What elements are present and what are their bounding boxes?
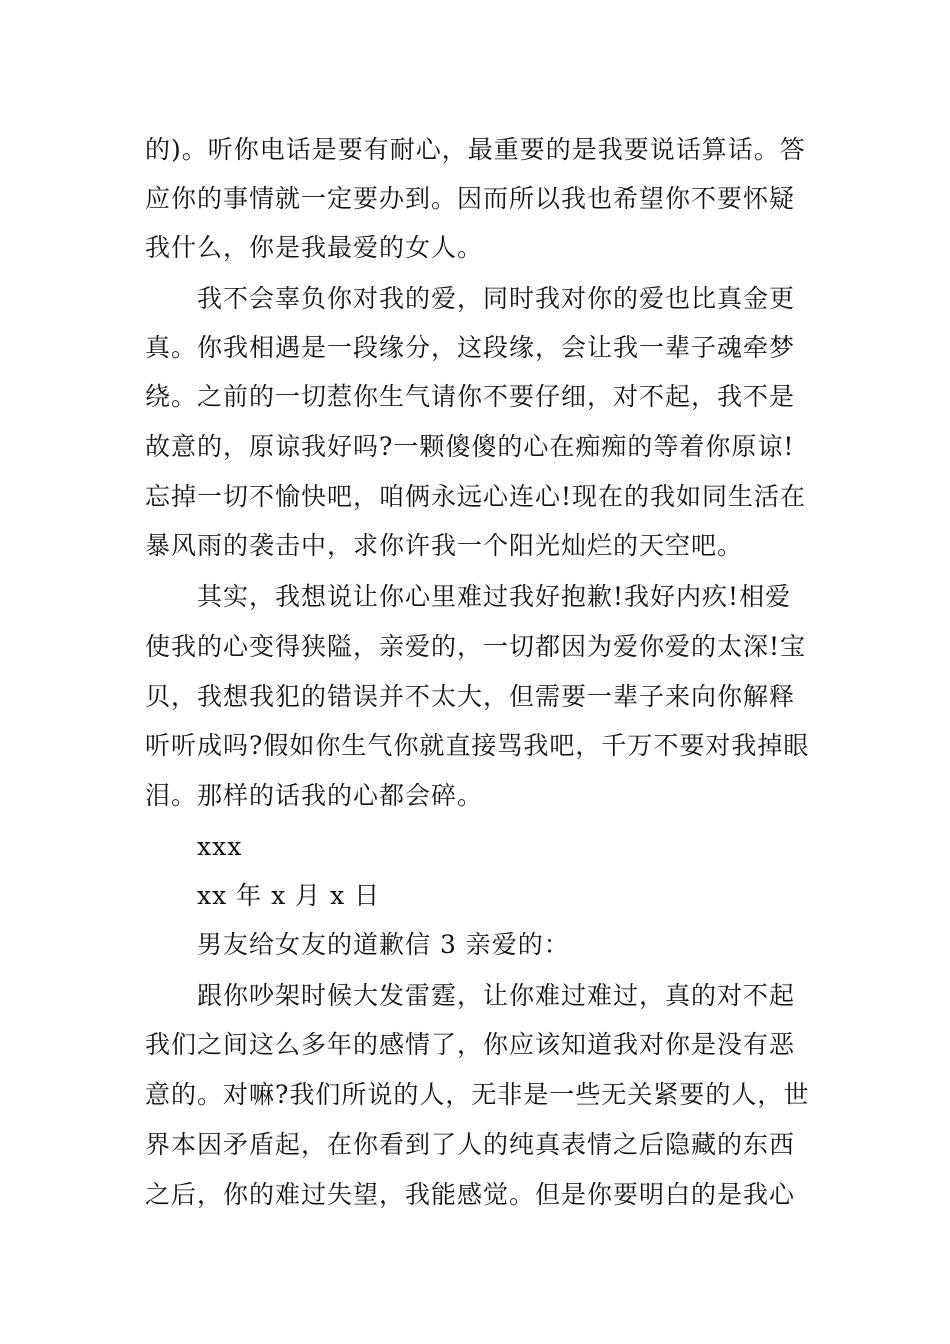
letter-date: xx 年 x 月 x 日 xyxy=(197,881,381,910)
text-line: 绕。之前的一切惹你生气请你不要仔细，对不起，我不是 xyxy=(145,382,796,411)
text-line: 其实，我想说让你心里难过我好抱歉!我好内疚!相爱 xyxy=(197,582,792,611)
text-line: 我们之间这么多年的感情了，你应该知道我对你是没有恶 xyxy=(145,1030,796,1059)
text-line: 泪。那样的话我的心都会碎。 xyxy=(145,781,484,810)
text-line: 跟你吵架时候大发雷霆，让你难过难过，真的对不起 xyxy=(197,981,796,1010)
text-line: 暴风雨的袭击中，求你许我一个阳光灿烂的天空吧。 xyxy=(145,531,744,560)
text-line: 界本因矛盾起，在你看到了人的纯真表情之后隐藏的东西 xyxy=(145,1130,796,1159)
text-line: 我不会辜负你对我的爱，同时我对你的爱也比真金更 xyxy=(197,284,796,313)
text-line: 意的。对嘛?我们所说的人，无非是一些无关紧要的人，世 xyxy=(145,1080,810,1109)
text-line: 忘掉一切不愉快吧，咱俩永远心连心!现在的我如同生活在 xyxy=(145,482,807,511)
letter-heading: 男友给女友的道歉信 3 亲爱的： xyxy=(197,930,570,959)
text-line: 应你的事情就一定要办到。因而所以我也希望你不要怀疑 xyxy=(145,184,796,213)
text-line: 我什么，你是我最爱的女人。 xyxy=(145,233,484,262)
text-line: 真。你我相遇是一段缘分，这段缘，会让我一辈子魂牵梦 xyxy=(145,333,796,362)
text-line: 贝，我想我犯的错误并不太大，但需要一辈子来向你解释 xyxy=(145,682,796,711)
signature: xxx xyxy=(197,832,243,861)
text-line: 故意的，原谅我好吗?一颗傻傻的心在痴痴的等着你原谅! xyxy=(145,432,795,461)
text-line: 听听成吗?假如你生气你就直接骂我吧，千万不要对我掉眼 xyxy=(145,731,810,760)
text-line: 的)。听你电话是要有耐心，最重要的是我要说话算话。答 xyxy=(145,135,806,164)
text-line: 使我的心变得狭隘，亲爱的，一切都因为爱你爱的太深!宝 xyxy=(145,632,807,661)
text-line: 之后，你的难过失望，我能感觉。但是你要明白的是我心 xyxy=(145,1180,796,1209)
